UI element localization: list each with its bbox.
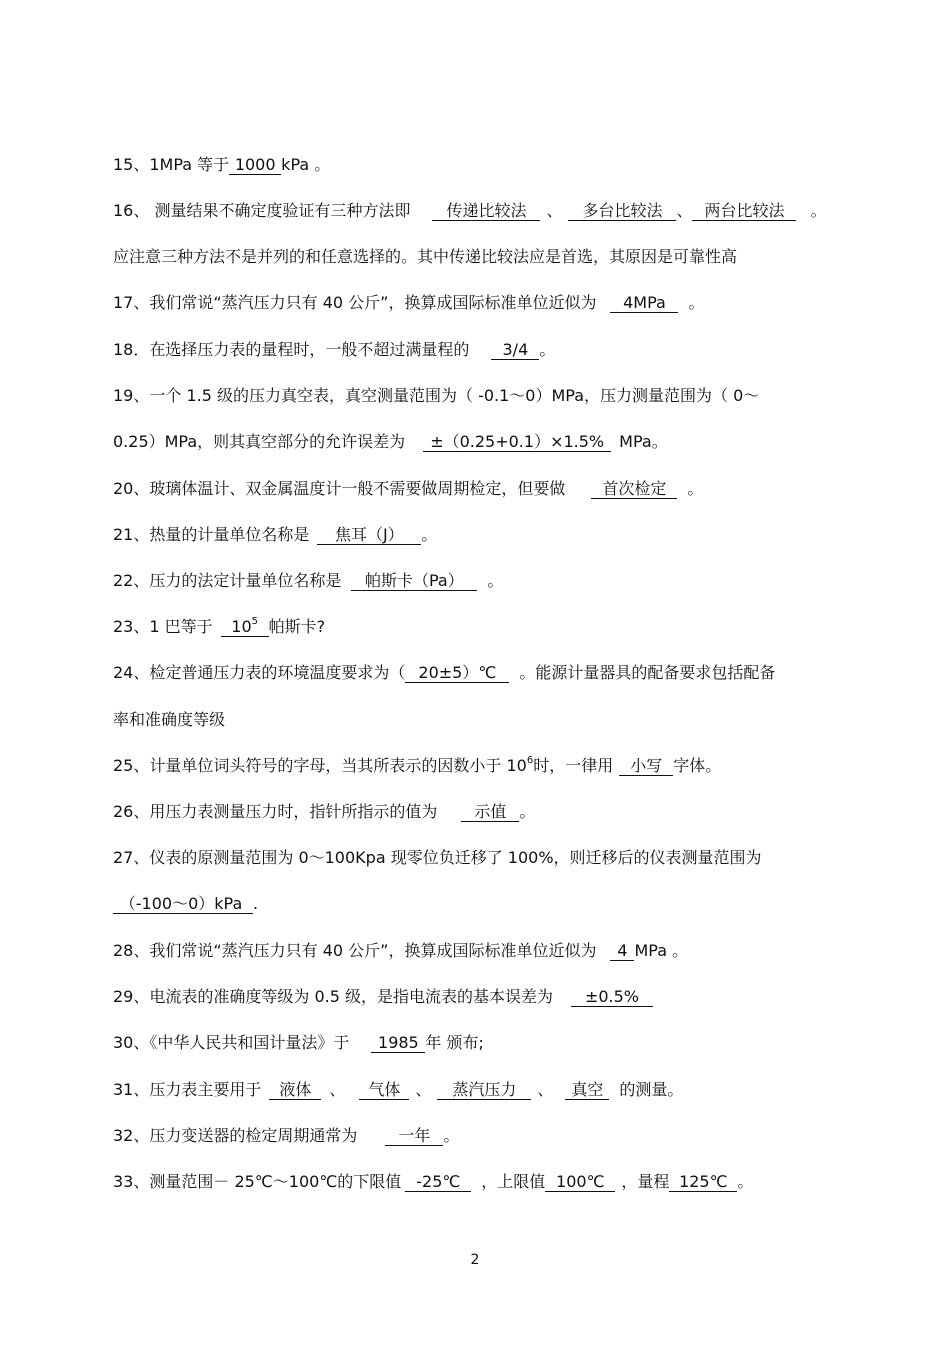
q31-sep-1: 、 [329,1080,346,1099]
q23-answer [221,617,269,637]
q27-answer: （-100～0）kPa [113,894,253,914]
q33-tail: 。 [737,1172,754,1191]
q22-text: 22、压力的法定计量单位名称是 [113,571,342,590]
question-30 [113,1033,484,1055]
question-24 [113,663,775,685]
question-18 [113,340,555,362]
question-25 [113,756,721,778]
q28-text: 28、我们常说“蒸汽压力只有 40 公斤”，换算成国际标准单位近似为 [113,941,597,960]
q31-answer-3: 蒸汽压力 [437,1080,531,1100]
q24-text: 24、检定普通压力表的环境温度要求为（ [113,663,406,682]
q31-tail: 的测量。 [619,1080,684,1099]
q19-answer: ±（0.25+0.1）×1.5% [423,432,611,452]
question-16-note [113,247,737,269]
q15-tail: kPa 。 [281,155,331,174]
q27-tail: . [253,894,259,913]
q17-answer: 4MPa [610,293,678,313]
q21-answer: 焦耳（J） [317,525,421,545]
question-33 [113,1172,753,1194]
question-19 [113,386,759,408]
q25-text: 25、计量单位词头符号的字母，当其所表示的因数小于 10 [113,756,527,775]
q24-answer: 20±5）℃ [405,663,509,683]
question-22 [113,571,503,593]
q28-tail: MPa 。 [634,941,689,960]
q32-text: 32、压力变送器的检定周期通常为 [113,1126,358,1145]
question-26 [113,802,535,824]
q20-text: 20、玻璃体温计、双金属温度计一般不需要做周期检定，但要做 [113,479,566,498]
question-19-cont [113,432,668,454]
q33-answer-3: 125℃ [669,1172,737,1192]
question-15 [113,155,330,177]
q19b-text: 0.25）MPa，则其真空部分的允许误差为 [113,432,406,451]
q16-sep-2: 、 [676,201,693,220]
q26-tail: 。 [519,802,536,821]
question-28 [113,941,688,963]
question-20 [113,479,703,501]
q29-text: 29、电流表的准确度等级为 0.5 级，是指电流表的基本误差为 [113,987,553,1006]
q26-text: 26、用压力表测量压力时，指针所指示的值为 [113,802,438,821]
question-27-cont [113,894,258,916]
q31-sep-3: 、 [537,1080,554,1099]
q16-note-text: 应注意三种方法不是并列的和任意选择的。其中传递比较法应是首选，其原因是可靠性高 [113,247,738,266]
q33-answer-1: -25℃ [405,1172,471,1192]
q24b-text: 率和准确度等级 [113,710,226,729]
q17-text: 17、我们常说“蒸汽压力只有 40 公斤”，换算成国际标准单位近似为 [113,293,597,312]
q16-sep-1: 、 [546,201,563,220]
q19-text: 19、一个 1.5 级的压力真空表，真空测量范围为（ -0.1～0）MPa，压力测量范围为（ 0～ [113,386,760,405]
q30-answer: 1985 [371,1033,425,1053]
q27-text: 27、仪表的原测量范围为 0～100Kpa 现零位负迁移了 100%，则迁移后的仪表测量范围为 [113,848,762,867]
q16-answer-2: 多台比较法 [568,201,676,221]
q20-answer: 首次检定 [591,479,677,499]
q32-answer: 一年 [385,1126,443,1146]
question-23 [113,617,325,639]
q21-text: 21、热量的计量单位名称是 [113,525,310,544]
page-number: 2 [470,1252,480,1268]
q32-tail: 。 [443,1126,460,1145]
q31-answer-1: 液体 [269,1080,321,1100]
question-17 [113,293,705,315]
q15-text: 15、1MPa 等于 [113,155,230,174]
q30-text: 30、《中华人民共和国计量法》于 [113,1033,350,1052]
q25-exponent: 6 [526,754,534,766]
q29-answer: ±0.5% [571,987,653,1007]
question-27 [113,848,762,870]
question-31 [113,1080,683,1102]
question-24-cont [113,710,225,732]
q33-mid-1: ，上限值 [481,1172,546,1191]
question-32 [113,1126,459,1148]
q18-answer: 3/4 [491,340,539,360]
question-21 [113,525,437,547]
q21-tail: 。 [421,525,438,544]
q16-answer-3: 两台比较法 [692,201,796,221]
q22-answer: 帕斯卡（Pa） [351,571,477,591]
q25-tail: 字体。 [673,756,722,775]
q16-answer-1: 传递比较法 [432,201,540,221]
q33-answer-2: 100℃ [545,1172,615,1192]
q23-answer-exponent: 5 [251,615,258,627]
q28-answer: 4 [610,941,634,961]
q26-answer: 示值 [461,802,519,822]
q25-answer: 小写 [619,756,673,776]
q18-text: 18．在选择压力表的量程时，一般不超过满量程的 [113,340,470,359]
q20-tail: 。 [687,479,704,498]
q16-tail: 。 [810,201,827,220]
q25-mid: 时，一律用 [533,756,614,775]
q23-text: 23、1 巴等于 [113,617,213,636]
question-16 [113,201,827,223]
q23-answer-base: 10 [231,617,252,636]
q18-tail: 。 [539,340,556,359]
q33-mid-2: ，量程 [621,1172,670,1191]
q30-tail: 年 颁布; [425,1033,484,1052]
q16-text: 16、 测量结果不确定度验证有三种方法即 [113,201,411,220]
q31-answer-4: 真空 [565,1080,609,1100]
q19-tail: MPa。 [619,432,668,451]
q24-tail: 。能源计量器具的配备要求包括配备 [519,663,776,682]
q33-text: 33、测量范围－ 25℃～100℃的下限值 [113,1172,402,1191]
q31-text: 31、压力表主要用于 [113,1080,262,1099]
question-29 [113,987,653,1009]
q23-tail: 帕斯卡? [268,617,326,636]
q22-tail: 。 [487,571,504,590]
q31-sep-2: 、 [415,1080,432,1099]
q15-answer: 1000 [229,155,281,175]
q17-tail: 。 [688,293,705,312]
q31-answer-2: 气体 [359,1080,409,1100]
